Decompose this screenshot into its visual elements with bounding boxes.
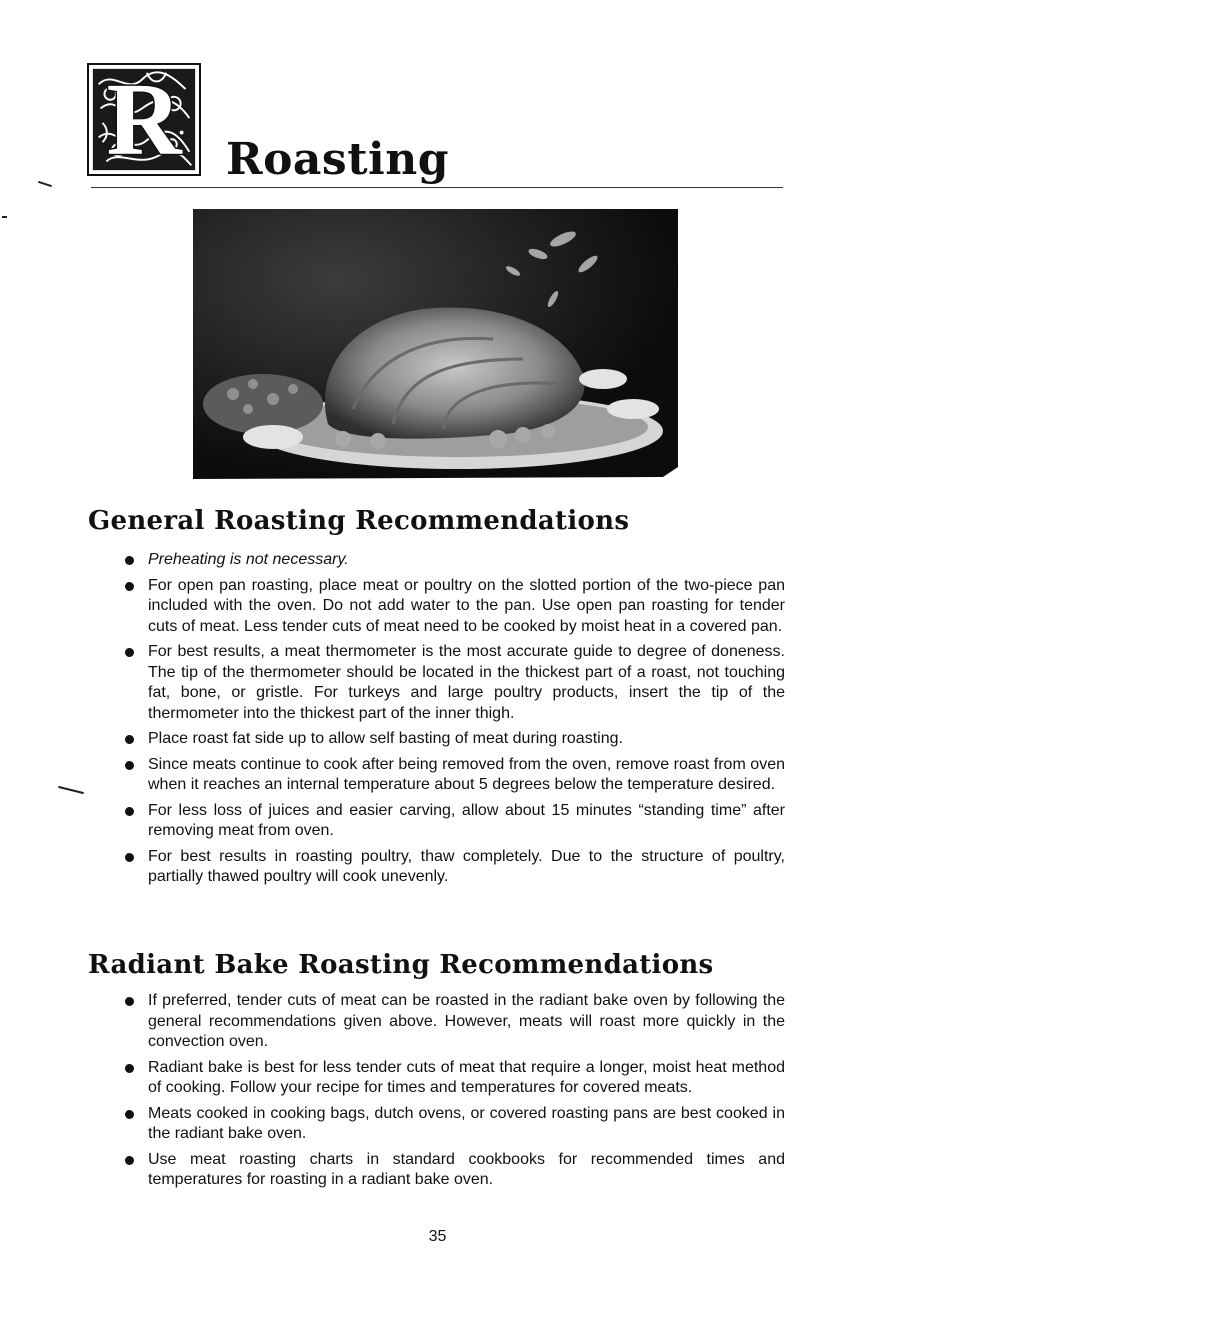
list-item-text: Meats cooked in cooking bags, dutch ovens, or covered roasting pans are best cooked in the radiant bake oven. [148, 1104, 785, 1142]
section-heading-general: General Roasting Recommendations [88, 506, 630, 536]
list-item [120, 642, 785, 724]
bullet-icon [125, 1156, 134, 1165]
page-title: Roasting [226, 134, 449, 185]
list-item [120, 991, 785, 1053]
roast-meat-photo [193, 209, 678, 488]
list-item [120, 576, 785, 638]
list-item [120, 729, 785, 750]
list-item-text: Since meats continue to cook after being removed from the oven, remove roast from oven when it reaches an internal temperature about 5 degrees below the temperature desired. [148, 755, 785, 793]
bullet-icon [125, 648, 134, 657]
list-item [120, 550, 785, 571]
list-item [120, 801, 785, 842]
section-heading-radiant-bake: Radiant Bake Roasting Recommendations [88, 950, 714, 980]
title-underline [91, 187, 783, 188]
list-item [120, 1150, 785, 1191]
scan-mark [58, 786, 84, 794]
list-item [120, 755, 785, 796]
drop-cap-ornament [87, 63, 201, 176]
bullet-icon [125, 556, 134, 565]
bullet-icon [125, 853, 134, 862]
scan-mark [2, 216, 7, 218]
list-item-text: For best results, a meat thermometer is the most accurate guide to degree of doneness. The tip of the thermometer should be located in the thickest part of a roast, not touching fat, bone, or gristle. For turkeys and large poultry products, insert the tip of the thermometer into the thickest part of the inner thigh. [148, 643, 785, 722]
bullet-icon [125, 761, 134, 770]
general-recommendations-list [120, 550, 785, 893]
bullet-icon [125, 582, 134, 591]
list-item [120, 1058, 785, 1099]
list-item-text: For less loss of juices and easier carving, allow about 15 minutes “standing time” after removing meat from oven. [148, 801, 785, 839]
scan-mark [38, 181, 52, 187]
list-item-text: For best results in roasting poultry, thaw completely. Due to the structure of poultry, partially thawed poultry will cook unevenly. [148, 847, 785, 885]
bullet-icon [125, 807, 134, 816]
bullet-icon [125, 735, 134, 744]
list-item-text: Place roast fat side up to allow self basting of meat during roasting. [148, 730, 623, 747]
drop-cap-letter: R [106, 61, 182, 177]
list-item [120, 1104, 785, 1145]
radiant-bake-recommendations-list [120, 991, 785, 1196]
list-item-text: Use meat roasting charts in standard cookbooks for recommended times and temperatures for roasting in a radiant bake oven. [148, 1150, 785, 1188]
bullet-icon [125, 1110, 134, 1119]
bullet-icon [125, 1064, 134, 1073]
bullet-icon [125, 997, 134, 1006]
page-number: 35 [428, 1228, 447, 1245]
list-item-text: Radiant bake is best for less tender cuts of meat that require a longer, moist heat method of cooking. Follow your recipe for times and temperatures for covered meats. [148, 1058, 785, 1096]
list-item [120, 847, 785, 888]
list-item-text: Preheating is not necessary. [148, 551, 349, 568]
list-item-text: For open pan roasting, place meat or poultry on the slotted portion of the two-piece pan included with the oven. Do not add water to the pan. Use open pan roasting for tender cuts of meat. Less tender cuts of meat need to be cooked by moist heat in a covered pan. [148, 576, 785, 635]
list-item-text: If preferred, tender cuts of meat can be roasted in the radiant bake oven by following the general recommendations given above. However, meats will roast more quickly in the convection oven. [148, 992, 785, 1050]
